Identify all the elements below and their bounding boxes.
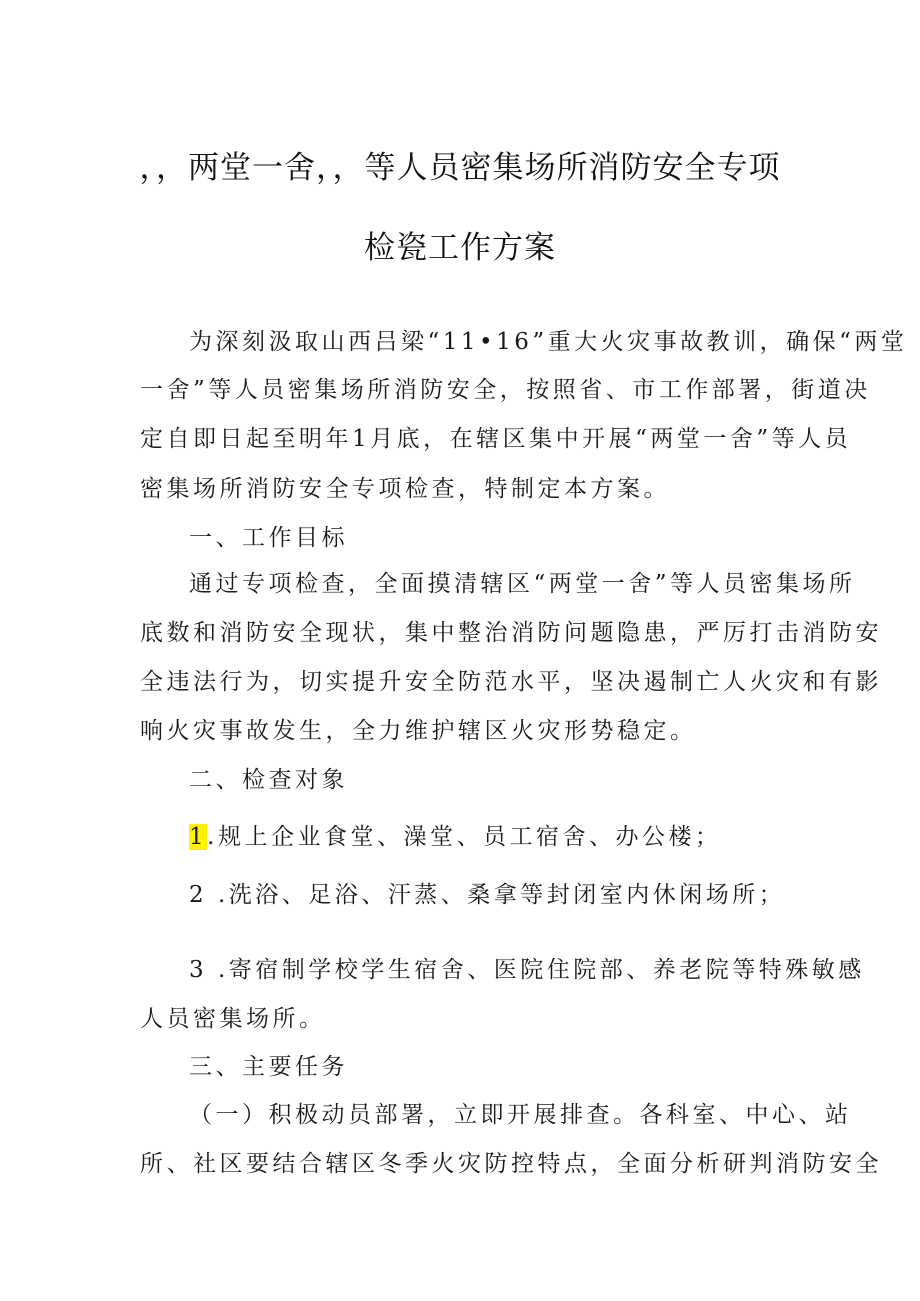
section-1-line-1: 通过专项检查，全面摸清辖区“两堂一舍”等人员密集场所 <box>189 571 856 597</box>
section-2-item-3-line-2: 人员密集场所。 <box>140 1006 326 1032</box>
intro-line-3: 定自即日起至明年1月底，在辖区集中开展“两堂一舍”等人员 <box>140 426 852 452</box>
section-2-item-1-text: .规上企业食堂、澡堂、员工宿舍、办公楼； <box>207 824 722 850</box>
section-3-heading: 三、主要任务 <box>189 1054 348 1080</box>
section-2-item-2: 2 .洗浴、足浴、汗蒸、桑拿等封闭室内休闲场所； <box>189 882 786 908</box>
section-2-heading: 二、检查对象 <box>189 767 348 793</box>
title-line-1: ，，两堂一舍，，等人员密集场所消防安全专项 <box>139 150 781 186</box>
title-line-2: 检瓷工作方案 <box>364 230 556 266</box>
intro-line-1: 为深刻汲取山西吕梁“11•16”重大火灾事故教训，确保“两堂 <box>189 329 908 355</box>
section-1-heading: 一、工作目标 <box>189 525 348 551</box>
section-1-line-4: 响火灾事故发生，全力维护辖区火灾形势稳定。 <box>140 718 697 744</box>
section-2-item-3-line-1: 3 .寄宿制学校学生宿舍、医院住院部、养老院等特殊敏感 <box>189 957 865 983</box>
highlight-mark: 1 <box>189 824 208 850</box>
intro-line-4: 密集场所消防安全专项检查，特制定本方案。 <box>140 476 670 502</box>
section-1-line-2: 底数和消防安全现状，集中整治消防问题隐患，严厉打击消防安 <box>140 620 882 646</box>
section-3-line-1: （一）积极动员部署，立即开展排查。各科室、中心、站 <box>189 1102 852 1128</box>
section-3-line-2: 所、社区要结合辖区冬季火灾防控特点，全面分析研判消防安全 <box>140 1151 882 1177</box>
section-2-item-1 <box>189 822 789 852</box>
section-1-line-3: 全违法行为，切实提升安全防范水平，坚决遏制亡人火灾和有影 <box>140 669 882 695</box>
intro-line-2: 一舍”等人员密集场所消防安全，按照省、市工作部署，街道决 <box>140 377 871 403</box>
